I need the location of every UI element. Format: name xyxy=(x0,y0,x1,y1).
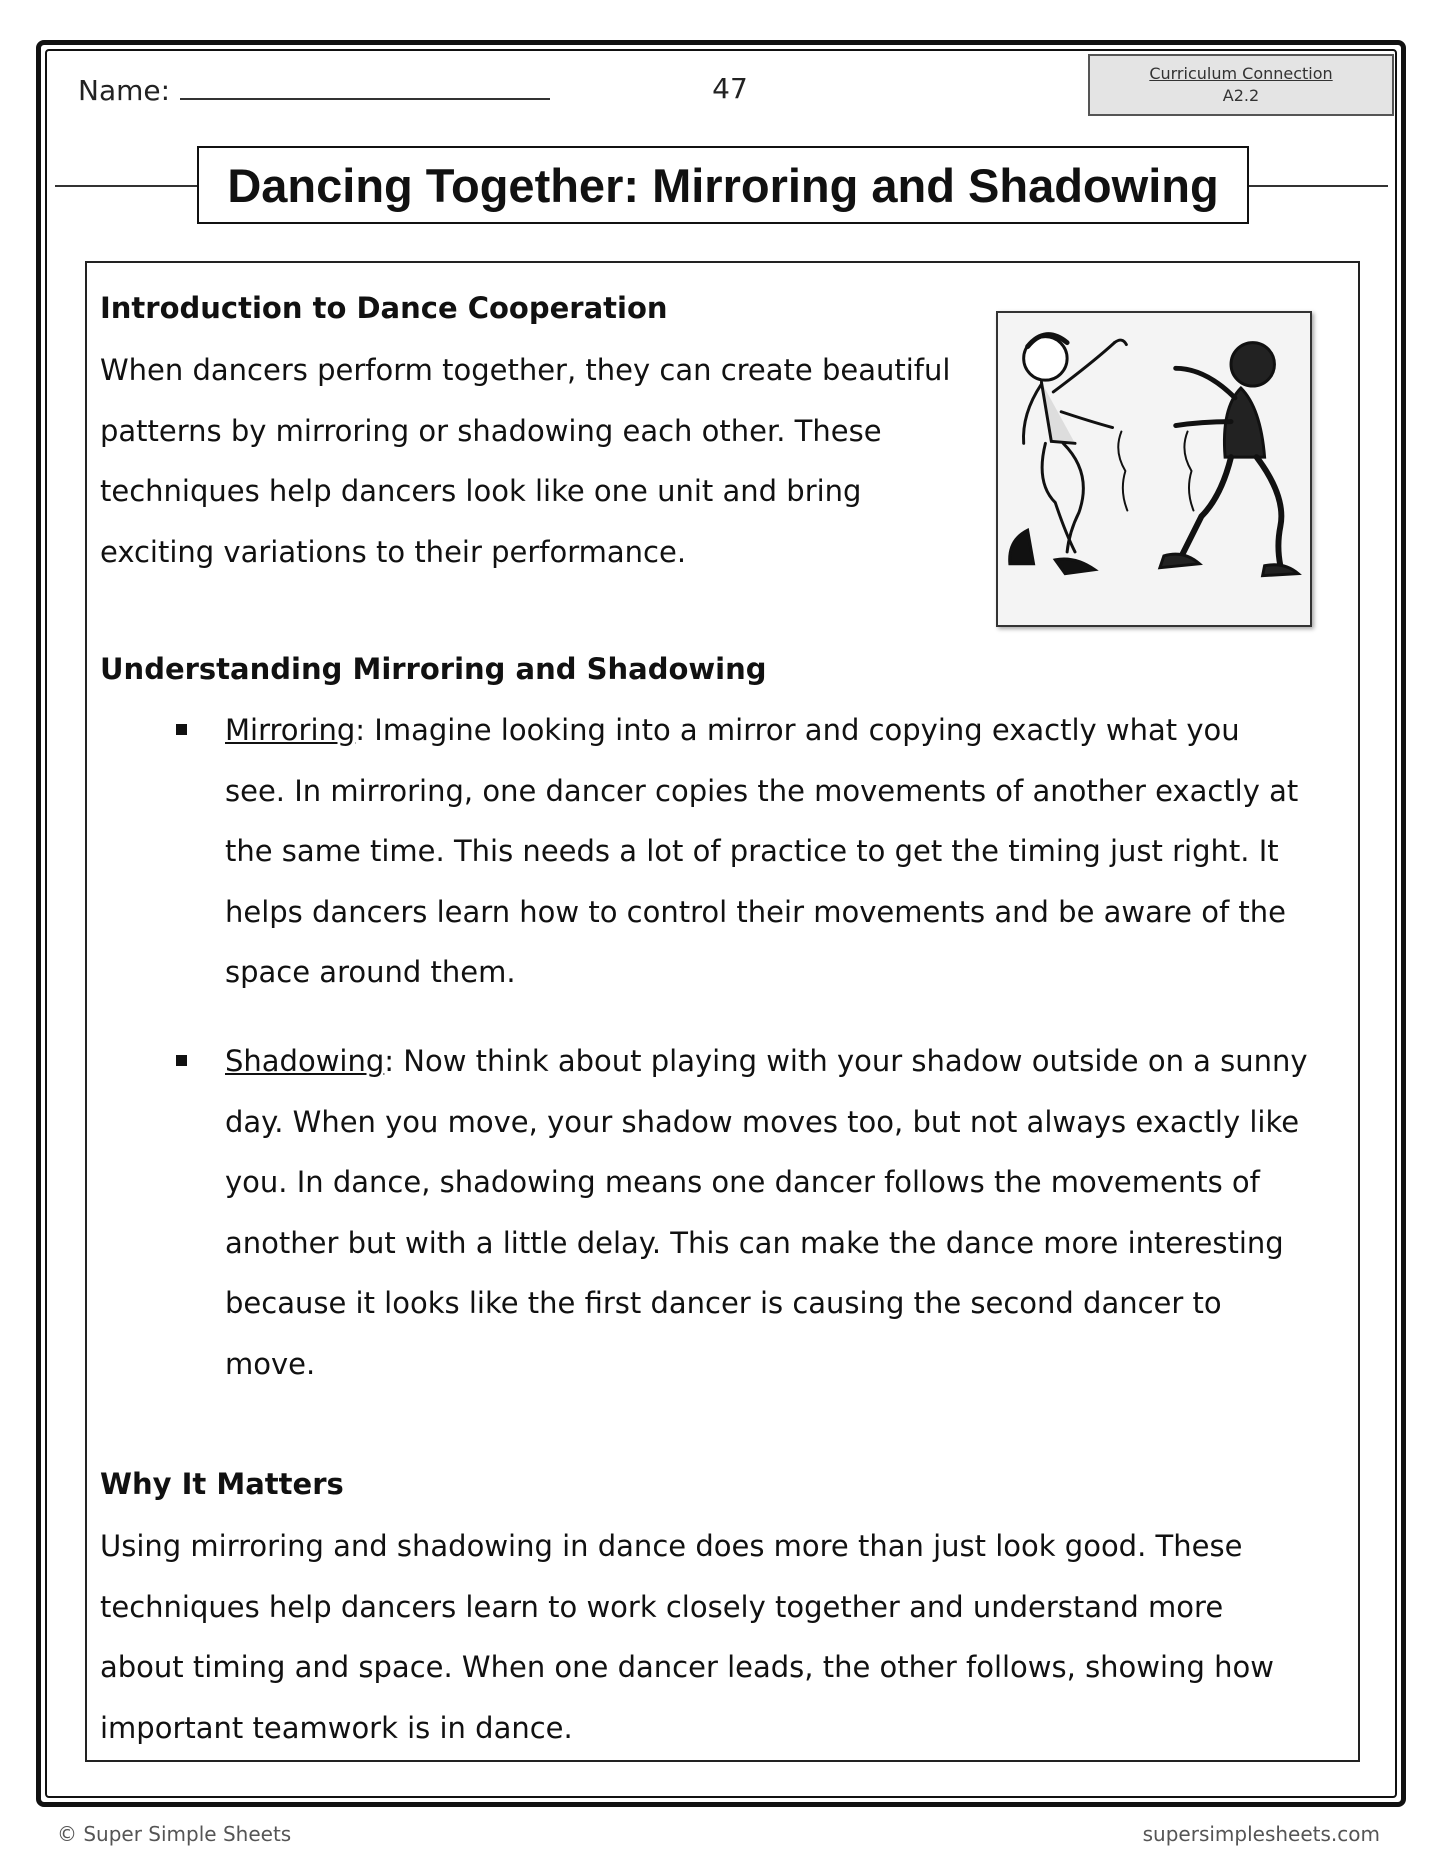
mirroring-term: Mirroring xyxy=(225,713,356,747)
why-paragraph xyxy=(100,1516,1274,1758)
page-number: 47 xyxy=(712,72,748,105)
why-line: Using mirroring and shadowing in dance does more than just look good. These xyxy=(100,1529,1243,1563)
mirroring-line: helps dancers learn how to control their movements and be aware of the xyxy=(225,894,1286,929)
why-line: important teamwork is in dance. xyxy=(100,1710,573,1745)
shadowing-term: Shadowing xyxy=(225,1044,385,1078)
name-row xyxy=(78,72,550,107)
shadowing-line: another but with a little delay. This can make the dance more interesting xyxy=(225,1225,1284,1260)
page-title: Dancing Together: Mirroring and Shadowing xyxy=(227,158,1219,212)
curriculum-connection-box xyxy=(1088,54,1394,116)
mirroring-line: see. In mirroring, one dancer copies the movements of another exactly at xyxy=(225,773,1299,808)
title-rule-right xyxy=(1246,185,1388,187)
name-field[interactable] xyxy=(180,72,550,100)
why-line: about timing and space. When one dancer leads, the other follows, showing how xyxy=(100,1650,1274,1684)
why-heading: Why It Matters xyxy=(100,1467,344,1501)
website-link[interactable]: supersimplesheets.com xyxy=(1142,1822,1380,1846)
mirroring-first-line: : Imagine looking into a mirror and copying exactly what you xyxy=(355,713,1240,747)
shadowing-line: you. In dance, shadowing means one dancer follows the movements of xyxy=(225,1165,1260,1199)
name-label: Name: xyxy=(78,74,171,107)
shadowing-line: day. When you move, your shadow moves too, but not always exactly like xyxy=(225,1104,1300,1139)
intro-line: When dancers perform together, they can create beautiful xyxy=(100,353,951,387)
shadowing-line: because it looks like the first dancer is causing the second dancer to xyxy=(225,1286,1222,1320)
understanding-heading: Understanding Mirroring and Shadowing xyxy=(100,652,767,686)
mirroring-bullet xyxy=(225,700,1355,1003)
intro-line: patterns by mirroring or shadowing each other. These xyxy=(100,413,882,448)
dancers-illustration xyxy=(996,311,1312,627)
mirroring-line: space around them. xyxy=(225,955,516,989)
title-box xyxy=(197,146,1249,224)
bullet-square-icon xyxy=(176,1055,187,1066)
copyright-text: © Super Simple Sheets xyxy=(57,1822,292,1846)
curriculum-code: A2.2 xyxy=(1222,86,1260,105)
intro-heading: Introduction to Dance Cooperation xyxy=(100,291,668,325)
shadowing-bullet xyxy=(225,1031,1355,1394)
mirroring-line: the same time. This needs a lot of practice to get the timing just right. It xyxy=(225,834,1279,868)
title-rule-left xyxy=(55,185,200,187)
intro-line: exciting variations to their performance. xyxy=(100,534,687,569)
intro-paragraph xyxy=(100,340,950,582)
curriculum-label: Curriculum Connection xyxy=(1149,64,1333,83)
intro-line: techniques help dancers look like one unit and bring xyxy=(100,474,862,508)
shadowing-line: move. xyxy=(225,1346,316,1381)
dancers-drawing xyxy=(998,313,1310,625)
why-line: techniques help dancers learn to work closely together and understand more xyxy=(100,1589,1224,1624)
shadowing-first-line: : Now think about playing with your shadow outside on a sunny xyxy=(384,1044,1308,1078)
bullet-square-icon xyxy=(176,724,187,735)
